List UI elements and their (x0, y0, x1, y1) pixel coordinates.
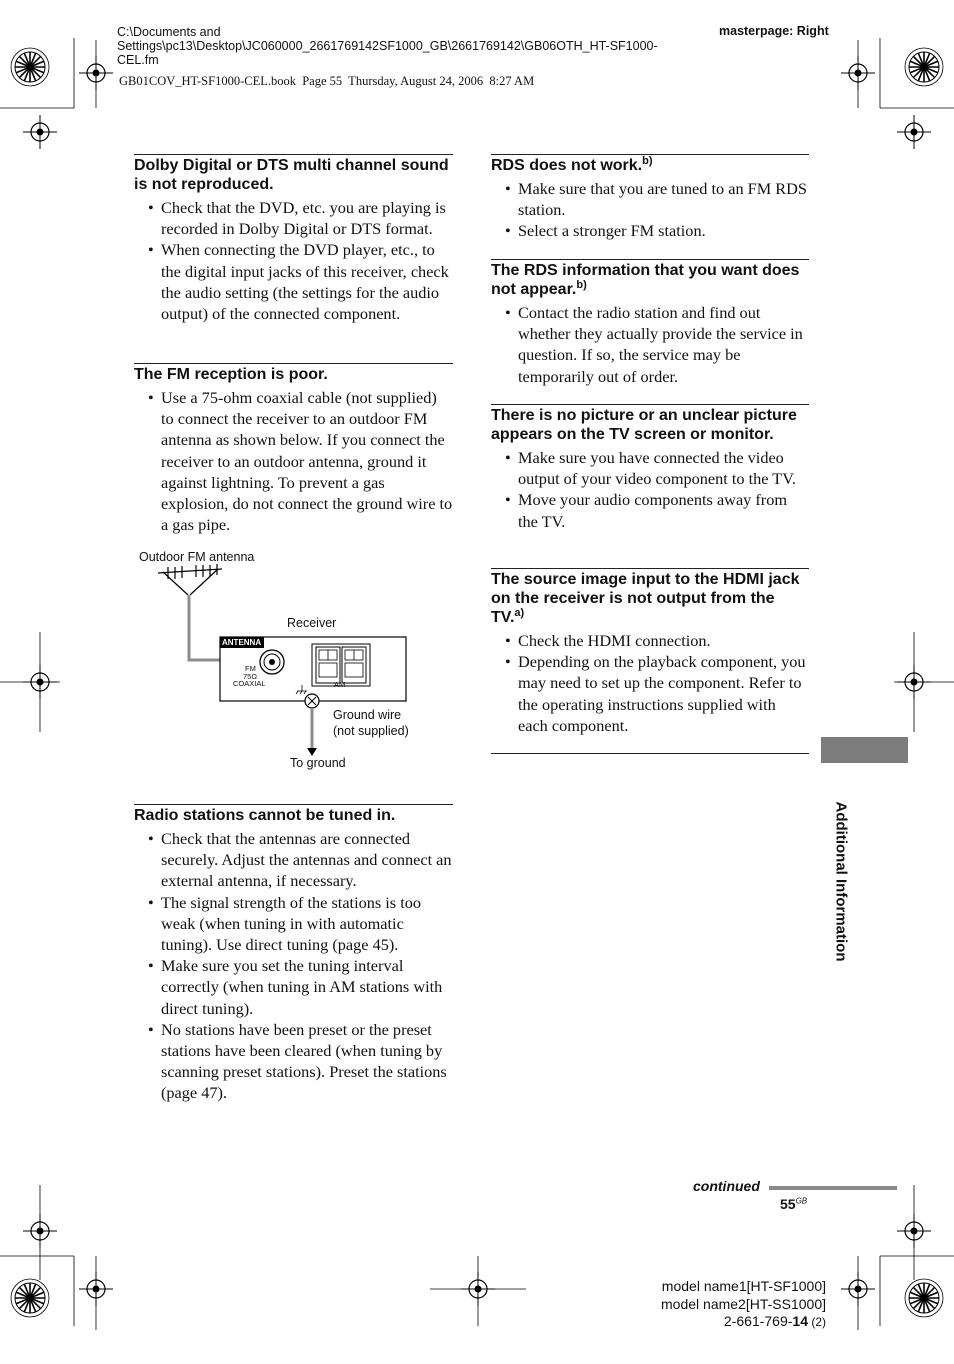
bullet-list (491, 630, 809, 736)
model-info (600, 1277, 826, 1330)
file-path-line3: CEL.fm (117, 53, 159, 67)
section-title-text: The source image input to the HDMI jack on the receiver is not output from the TV. (491, 571, 800, 626)
file-path-line1: C:\Documents and (117, 25, 221, 39)
page-number-suffix: GB (795, 1196, 808, 1206)
footnote-ref: b) (576, 279, 587, 291)
list-item: • Use a 75-ohm coaxial cable (not supplied) to connect the receiver to an outdoor FM antenna as shown below. If you connect the receiver to an outdoor antenna, ground it against lightning. To prevent a gas explosion, do not connect the ground wire to a gas pipe. (134, 387, 453, 535)
list-item: • Check that the DVD, etc. you are playing is recorded in Dolby Digital or DTS format. (134, 197, 453, 239)
bullet-list (491, 447, 809, 532)
side-tab (821, 737, 908, 763)
page-number-value: 55 (780, 1196, 796, 1212)
document-code (600, 1313, 826, 1330)
section-rds-info (491, 259, 809, 387)
ground-wire-line1: Ground wire (333, 708, 402, 722)
bullet-list (134, 197, 453, 324)
bullet-list (491, 302, 809, 387)
list-item: • Check that the antennas are connected securely. Adjust the antennas and connect an external antenna, if necessary. (134, 828, 453, 892)
list-item: • Make sure you set the tuning interval correctly (when tuning in AM stations with direct tuning). (134, 955, 453, 1019)
antenna-icon (158, 564, 222, 595)
ohm-label: 75Ω (243, 672, 257, 681)
fm-label: FM (245, 664, 256, 673)
coaxial-label: COAXIAL (233, 679, 266, 688)
code-suffix: (2) (808, 1315, 826, 1329)
to-ground-label: To ground (290, 756, 346, 770)
list-item: • Select a stronger FM station. (491, 220, 809, 241)
bullet-list (491, 178, 809, 242)
list-item: • No stations have been preset or the preset stations have been cleared (when tuning by scanning preset stations). Preset the stations (page 47). (134, 1019, 453, 1104)
am-label: AM (334, 680, 346, 689)
list-item: • The signal strength of the stations is too weak (when tuning in with automatic tuning). Use direct tuning (page 45). (134, 892, 453, 956)
continued-label: continued (693, 1178, 760, 1194)
section-title: There is no picture or an unclear picture appears on the TV screen or monitor. (491, 407, 797, 443)
code-bold: 14 (792, 1313, 808, 1329)
list-item: • Make sure you have connected the video output of your video component to the TV. (491, 447, 809, 489)
file-path-line2: Settings\pc13\Desktop\JC060000_2661769142SF1000_GB\2661769142\GB06OTH_HT-SF1000- (117, 39, 658, 53)
outdoor-antenna-label: Outdoor FM antenna (139, 550, 255, 564)
list-item: • Move your audio components away from the TV. (491, 489, 809, 531)
code-prefix: 2-661-769- (723, 1313, 793, 1329)
section-title-text: The RDS information that you want does not appear. (491, 262, 800, 298)
section-dolby-dts (134, 154, 453, 324)
column-end-rule (491, 753, 809, 754)
section-title: The FM reception is poor. (134, 366, 328, 383)
section-no-picture (491, 404, 809, 532)
receiver-label: Receiver (287, 616, 337, 630)
model-name-1: model name1[HT-SF1000] (661, 1278, 826, 1294)
side-tab-label: Additional Information (832, 801, 850, 962)
list-item: • Make sure that you are tuned to an FM RDS station. (491, 178, 809, 220)
book-info: GB01COV_HT-SF1000-CEL.book Page 55 Thursday, August 24, 2006 8:27 AM (119, 74, 535, 88)
continued-bar (769, 1186, 897, 1190)
list-item: • Check the HDMI connection. (491, 630, 809, 651)
list-item: • When connecting the DVD player, etc., to the digital input jacks of this receiver, check the audio setting (the settings for the audio output) of the connected component. (134, 239, 453, 324)
footnote-ref: b) (642, 155, 653, 167)
antenna-tag-label: ANTENNA (222, 638, 262, 647)
section-rds-not-work (491, 154, 809, 242)
section-title: Dolby Digital or DTS multi channel sound is not reproduced. (134, 157, 449, 193)
section-title: Radio stations cannot be tuned in. (134, 807, 396, 824)
section-title-text: RDS does not work. (491, 157, 643, 174)
ground-wire-line2: (not supplied) (333, 724, 409, 738)
masterpage-label: masterpage: Right (719, 24, 829, 38)
ground-wire-label (333, 707, 409, 739)
list-item: • Depending on the playback component, you may need to set up the component. Refer to the operating instructions supplied with each component. (491, 651, 809, 736)
section-hdmi (491, 568, 809, 736)
bullet-list (134, 828, 453, 1104)
section-title (491, 156, 809, 175)
list-item: • Contact the radio station and find out whether they actually provide the service in question. If so, the service may be temporarily out of order. (491, 302, 809, 387)
section-title (491, 570, 809, 627)
section-radio-tuning (134, 804, 453, 1104)
bullet-list (134, 387, 453, 535)
antenna-diagram-graphic (130, 545, 460, 775)
antenna-diagram (130, 545, 460, 775)
section-title (491, 261, 809, 299)
section-fm-reception (134, 363, 453, 535)
file-path (117, 25, 717, 67)
page-number (780, 1196, 807, 1212)
model-name-2: model name2[HT-SS1000] (661, 1296, 826, 1312)
footnote-ref: a) (514, 607, 525, 619)
